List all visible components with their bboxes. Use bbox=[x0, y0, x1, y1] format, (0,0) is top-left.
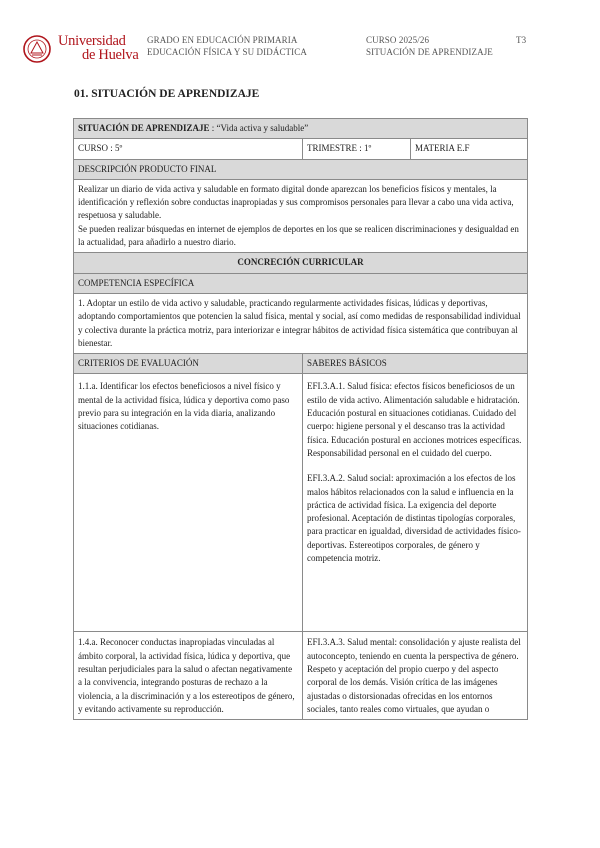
criteria-header: CRITERIOS DE EVALUACIÓN bbox=[74, 354, 303, 374]
learning-situation-table bbox=[73, 118, 528, 720]
competence-header-row bbox=[74, 273, 528, 293]
curricular-header: CONCRECIÓN CURRICULAR bbox=[74, 253, 528, 273]
term-cell: TRIMESTRE : 1º bbox=[303, 139, 411, 159]
description-row bbox=[74, 179, 528, 252]
course-cell: CURSO : 5º bbox=[74, 139, 303, 159]
header-course bbox=[366, 34, 493, 58]
subject-cell: MATERIA E.F bbox=[411, 139, 528, 159]
curricular-header-row bbox=[74, 253, 528, 273]
situation-value: : “Vida activa y saludable” bbox=[211, 123, 309, 133]
situation-label: SITUACIÓN DE APRENDIZAJE bbox=[78, 123, 210, 133]
document-type: SITUACIÓN DE APRENDIZAJE bbox=[366, 47, 493, 57]
section-title: 01. SITUACIÓN DE APRENDIZAJE bbox=[74, 88, 260, 100]
description-paragraph-2: Se pueden realizar búsquedas en internet de ejemplos de deportes en los que se realicen discriminaciones y desigualdad en la actualidad, para añadirlo a nuestro diario. bbox=[78, 223, 519, 248]
logo-text-line1: Universidad bbox=[58, 33, 126, 49]
logo-text-line2: de Huelva bbox=[82, 47, 139, 63]
header-term: T3 bbox=[516, 35, 527, 45]
course-row bbox=[74, 139, 528, 159]
knowledge-efi-3-a-3: EFI.3.A.3. Salud mental: consolidación y ajuste realista del autoconcepto, teniendo en cuenta la perspectiva de género. Respeto y aceptación del propio cuerpo y del aspecto corporal de los demás. Visión crítica de las imágenes ajustadas o distorsionadas ofrecidas en los entornos sociales, tanto reales como virtuales, que ayudan o bbox=[303, 632, 528, 720]
header-degree bbox=[147, 34, 307, 58]
page-header bbox=[0, 0, 600, 70]
knowledge-efi-3-a-2: EFI.3.A.2. Salud social: aproximación a los efectos de los malos hábitos relacionados con la salud e influencia en la práctica de actividad física. La exigencia del deporte profesional. Aceptación de distintas tipologías corporales, para practicar en igualdad, diversidad de actividades físico-deportivas. Estereotipos corporales, de género y competencia motriz. bbox=[307, 473, 521, 564]
knowledge-header: SABERES BÁSICOS bbox=[303, 354, 528, 374]
subject-name: EDUCACIÓN FÍSICA Y SU DIDÁCTICA bbox=[147, 47, 307, 57]
university-seal-icon bbox=[22, 34, 52, 64]
criterion-1: 1.1.a. Identificar los efectos beneficiosos a nivel físico y mental de la actividad física, lúdica y deportiva como paso previo para su integración en la vida diaria, analizando situaciones cotidianas. bbox=[74, 374, 303, 632]
criterion-2: 1.4.a. Reconocer conductas inapropiadas vinculadas al ámbito corporal, la actividad física, lúdica y deportiva, que resultan perjudiciales para la salud o afectan negativamente a la convivencia, integrando posturas de rechazo a la violencia, a la discriminación y a los estereotipos de género, y evitando activamente su reproducción. bbox=[74, 632, 303, 720]
description-paragraph-1: Realizar un diario de vida activa y saludable en formato digital donde aparezcan los beneficios físicos y mentales, la identificación y reflexión sobre conductas inapropiadas y sus compromisos personales para llevar a cabo una vida activa, respetuosa y saludable. bbox=[78, 183, 514, 221]
competence-header: COMPETENCIA ESPECÍFICA bbox=[74, 273, 528, 293]
university-logo bbox=[22, 34, 152, 64]
knowledge-cell-1 bbox=[303, 374, 528, 632]
competence-text: 1. Adoptar un estilo de vida activo y saludable, practicando regularmente actividades físicas, lúdicas y deportivas, adoptando comportamientos que potencien la salud física, mental y social, así como medidas de responsabilidad individual y colectiva durante la práctica motriz, para interiorizar e integrar hábitos de actividad física sistemática que contribuyan al bienestar. bbox=[74, 293, 528, 353]
description-cell bbox=[74, 179, 528, 252]
situation-cell bbox=[74, 119, 528, 139]
competence-row bbox=[74, 293, 528, 353]
criteria-header-row bbox=[74, 354, 528, 374]
criteria-row-2 bbox=[74, 632, 528, 720]
knowledge-efi-3-a-1: EFI.3.A.1. Salud física: efectos físicos beneficiosos de un estilo de vida activo. Alimentación saludable e hidratación. Educación postural en situaciones cotidianas. Cuidado del cuerpo: higiene personal y el descanso tras la actividad física. Educación postural en acciones motrices específicas. Responsabilidad personal en el cuidado del cuerpo. bbox=[307, 381, 522, 458]
description-header-row bbox=[74, 159, 528, 179]
criteria-row-1 bbox=[74, 374, 528, 632]
description-header: DESCRIPCIÓN PRODUCTO FINAL bbox=[74, 159, 528, 179]
degree-name: GRADO EN EDUCACIÓN PRIMARIA bbox=[147, 35, 298, 45]
situation-row bbox=[74, 119, 528, 139]
course-year: CURSO 2025/26 bbox=[366, 35, 430, 45]
